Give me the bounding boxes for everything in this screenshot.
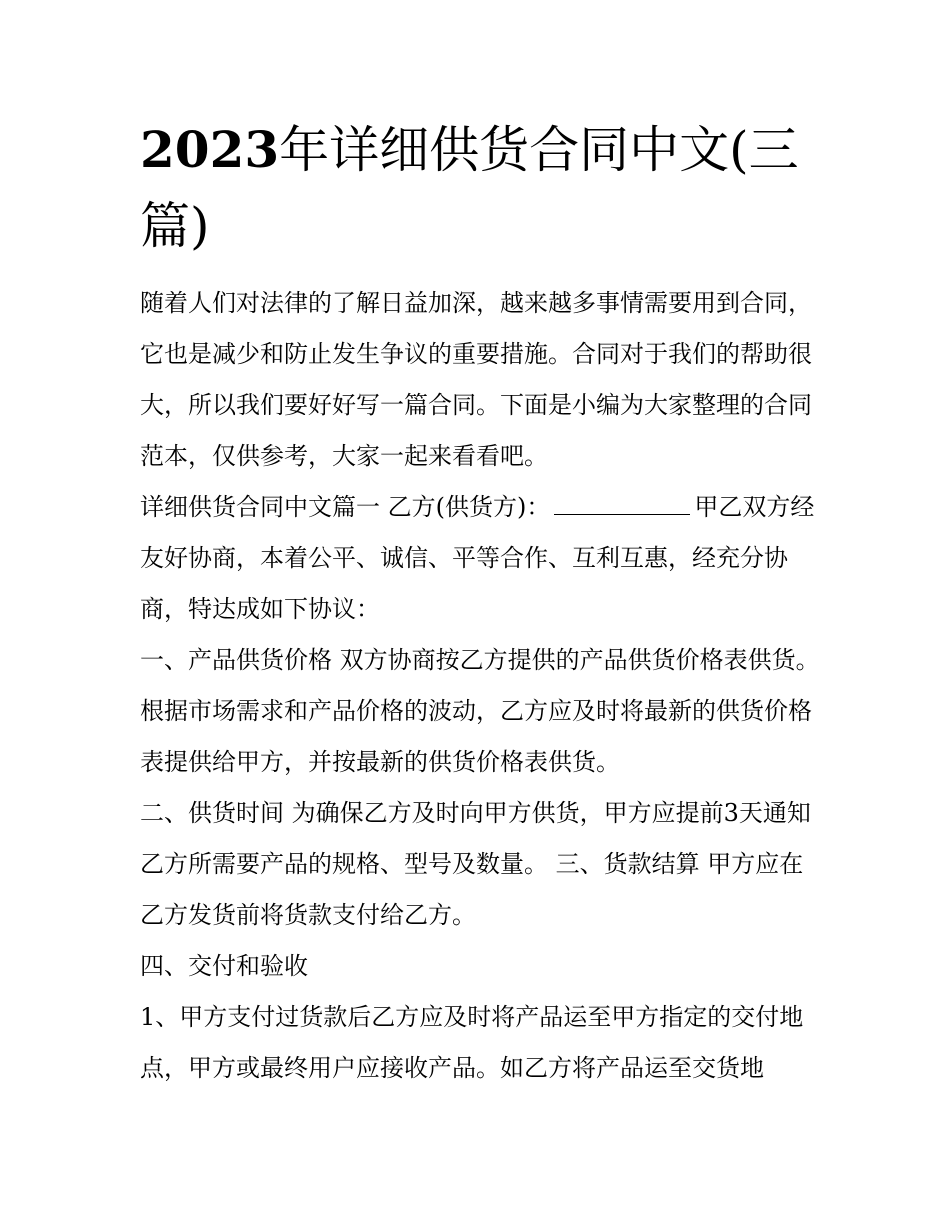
fill-in-blank-line bbox=[554, 494, 690, 515]
section-1-text: 甲乙双方经友好协商，本着公平、诚信、平等合作、互利互惠，经充分协商，特达成如下协议： bbox=[140, 493, 815, 623]
clause-1-paragraph: 一、产品供货价格 双方协商按乙方提供的产品供货价格表供货。根据市场需求和产品价格的波动，乙方应及时将最新的供货价格表提供给甲方，并按最新的供货价格表供货。 bbox=[140, 646, 820, 776]
section-1-lead: 详细供货合同中文篇一 乙方(供货方)： bbox=[140, 493, 551, 521]
title-year: 2023 bbox=[140, 120, 280, 179]
document-title bbox=[140, 112, 820, 264]
document-body bbox=[140, 278, 820, 1094]
intro-paragraph: 随着人们对法律的了解日益加深，越来越多事情需要用到合同，它也是减少和防止发生争议的重要措施。合同对于我们的帮助很大，所以我们要好好写一篇合同。下面是小编为大家整理的合同范本，仅供参考，大家一起来看看吧。 bbox=[140, 289, 812, 470]
clause-4-heading: 四、交付和验收 bbox=[140, 952, 308, 980]
clause-4-item-1: 1、甲方支付过货款后乙方应及时将产品运至甲方指定的交付地点，甲方或最终用户应接收产品。如乙方将产品运至交货地 bbox=[140, 1003, 804, 1082]
title-text: 年详细供货合同中文(三篇) bbox=[140, 121, 799, 255]
section-1-paragraph bbox=[140, 482, 820, 635]
clause-2-3-paragraph: 二、供货时间 为确保乙方及时向甲方供货，甲方应提前3天通知乙方所需要产品的规格、型号及数量。 三、货款结算 甲方应在乙方发货前将货款支付给乙方。 bbox=[140, 799, 811, 929]
